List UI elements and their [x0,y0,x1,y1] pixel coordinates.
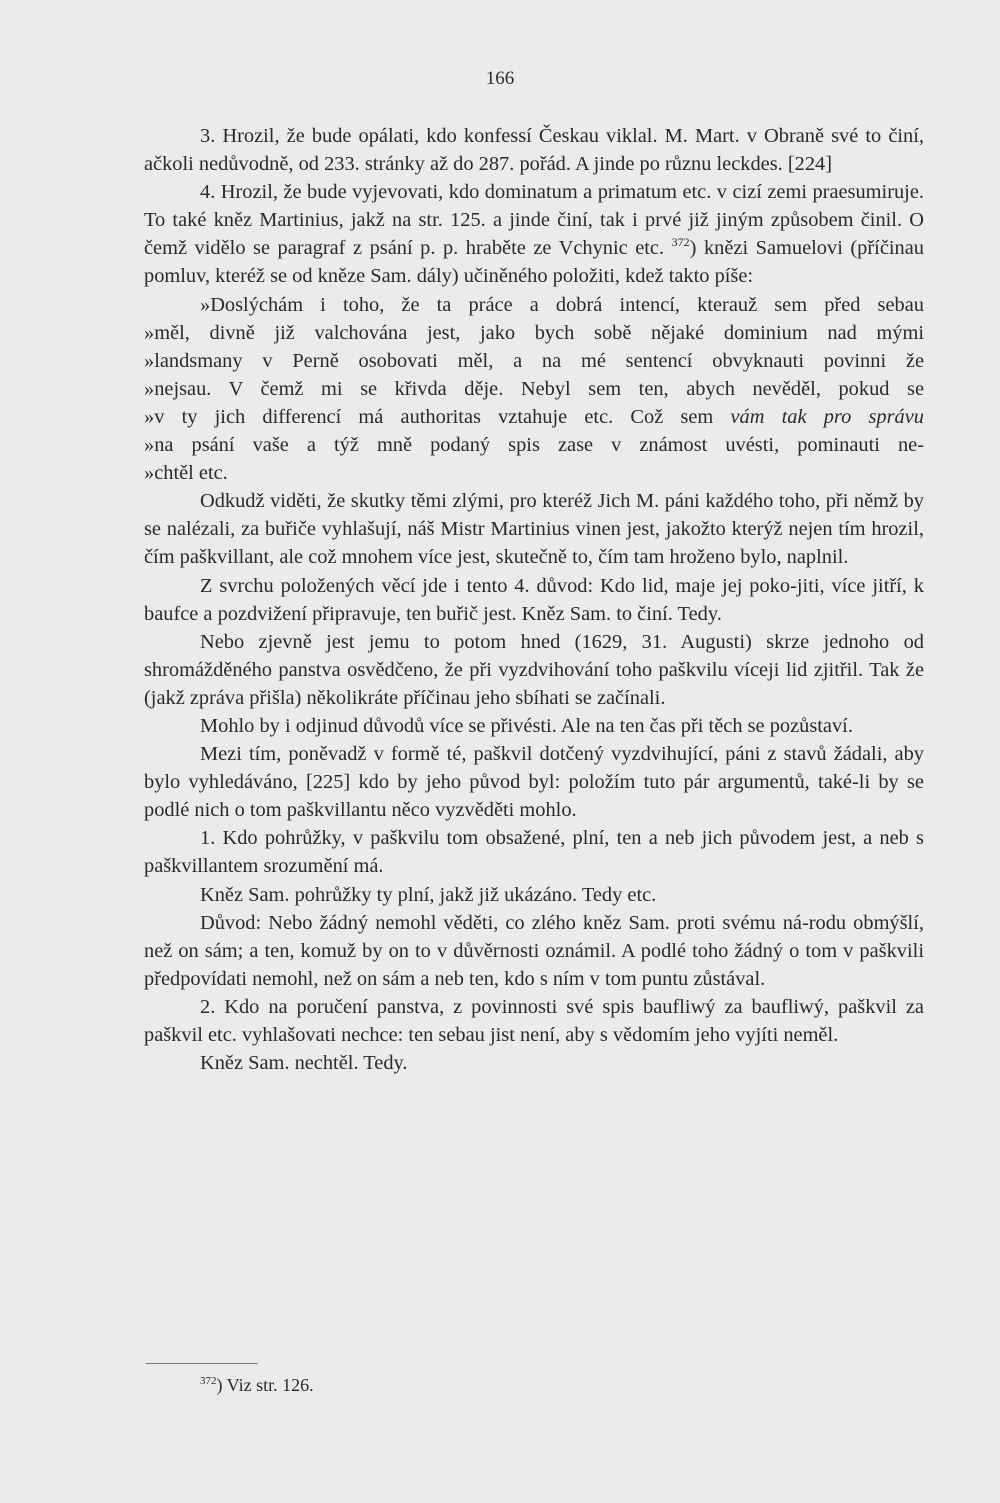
quote-italic: vám tak pro správu [730,405,924,428]
paragraph: Důvod: Nebo žádný nemohl věděti, co zlého kněz Sam. proti svému ná-rodu obmýšlí, než on sám; a ten, komuž by on to v důvěrnosti oznámil. A podlé toho žádný o tom v paškvili předpovídati nemohl, než on sám a neb ten, kdo s ním v tom puntu zůstával. [144,911,924,990]
footnote-text: ) Viz str. 126. [216,1375,314,1395]
quote-line: »nejsau. V čemž mi se křivda děje. Nebyl sem ten, abych nevěděl, pokud se [144,377,924,400]
paragraph-4-tail: ) knězi Samuelovi (příčinau pomluv, kteréž se od kněze Sam. dály) učiněného položiti, kdež takto píše: [144,237,924,288]
quote-line: »Doslýchám i toho, že ta práce a dobrá intencí, kterauž sem před sebau [200,293,924,316]
paragraph: Mezi tím, poněvadž v formě té, paškvil dotčený vyzdvihující, páni z stavů žádali, aby bylo vyhledáváno, [225] kdo by jeho původ byl: položím tuto pár argumentů, také-li by se podlé nich o tom paškvillantu něco vyzvěděti mohlo. [144,743,924,822]
paragraph-3: 3. Hrozil, že bude opálati, kdo konfessí Českau viklal. M. Mart. v Obraně své to činí, ačkoli nedůvodně, od 233. stránky až do 287. pořád. A jinde po různu leckdes. [224] [144,125,924,176]
quote-line-text: »v ty jich differencí má authoritas vztahuje etc. Což sem [144,405,714,428]
quote-line: »měl, divně již valchována jest, jako bych sobě nějaké dominium nad mými [144,321,924,344]
paragraph: Kněz Sam. pohrůžky ty plní, jakž již ukázáno. Tedy etc. [200,883,657,906]
body-text [144,122,924,1077]
footnote-reference: 372 [671,235,690,250]
quote-line: »landsmany v Perně osobovati měl, a na mé sentencí obvyknauti povinni že [144,349,924,372]
paragraph: Z svrchu položených věcí jde i tento 4. důvod: Kdo lid, maje jej poko-jiti, více jitří, k baufce a pozdvižení připravuje, ten buřič jest. Kněz Sam. to činí. Tedy. [144,574,924,625]
paragraph: 2. Kdo na poručení panstva, z povinnosti své spis baufliwý za baufliwý, paškvil za paškvil etc. vyhlašovati nechce: ten sebau jist není, aby s vědomím jeho vyjíti neměl. [144,995,924,1046]
paragraph-4 [144,178,924,290]
paragraph: Odkudž viděti, že skutky těmi zlými, pro kteréž Jich M. páni každého toho, při němž by se nalézali, za buřiče vyhlašují, náš Mistr Martinius vinen jest, jakožto kterýž nejen tím hrozil, čím paškvillant, ale což mnohem více jest, skutečně to, čím tam hroženo bylo, naplnil. [144,490,924,569]
footnote-divider [146,1363,258,1364]
page-number: 166 [485,68,515,89]
paragraph: Kněz Sam. nechtěl. Tedy. [200,1052,408,1075]
paragraph-4-text: 4. Hrozil, že bude vyjevovati, kdo dominatum a primatum etc. v cizí zemi praesumiruje. To také kněz Martinius, jakž na str. 125. a jinde činí, tak i prvé již jiným způsobem činil. O čemž vidělo se paragraf z psání p. p. hraběte ze Vchynic etc. [144,181,924,260]
paragraph: Mohlo by i odjinud důvodů více se přivésti. Ale na ten čas při těch se pozůstaví. [200,714,853,737]
quote-line: »na psání vaše a týž mně podaný spis zase v známost uvésti, pominauti ne- [144,434,924,457]
quote-line [144,403,924,431]
footnote-number: 372 [200,1375,217,1387]
quote-line: »chtěl etc. [144,462,228,485]
paragraph: 1. Kdo pohrůžky, v paškvilu tom obsažené, plní, ten a neb jich původem jest, a neb s paškvillantem srozumění má. [144,827,924,878]
block-quote [144,291,924,488]
paragraph: Nebo zjevně jest jemu to potom hned (1629, 31. Augusti) skrze jednoho od shromážděného panstva osvědčeno, že při vyzdvihování toho paškvilu víceji lid zjitřil. Tak že (jakž zpráva přišla) několikráte příčinau jeho sbíhati se začínali. [144,630,924,709]
footnote [200,1373,314,1397]
